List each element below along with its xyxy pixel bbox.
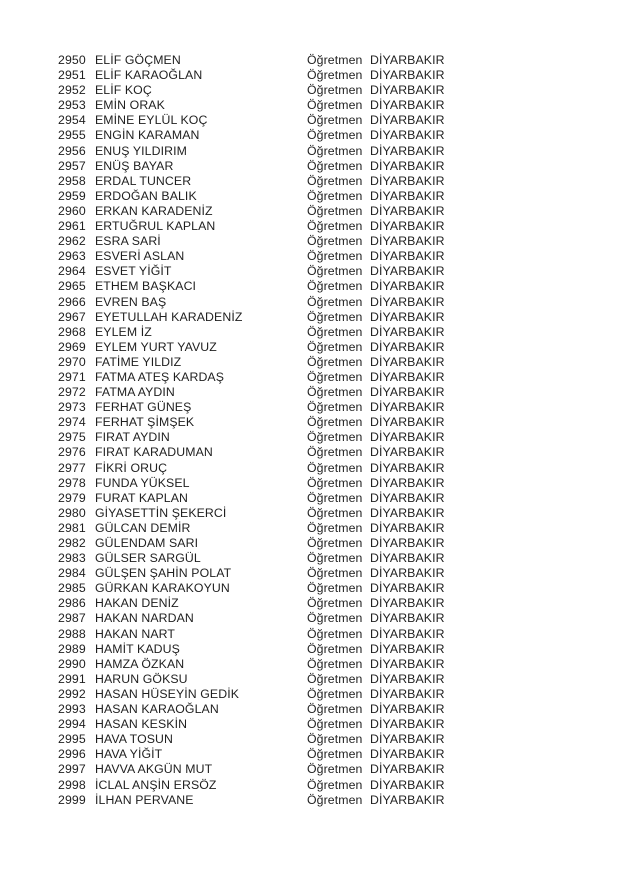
row-number: 2957: [58, 158, 86, 173]
role-label: Öğretmen: [307, 68, 363, 83]
city-label: DİYARBAKIR: [370, 309, 445, 324]
city-label: DİYARBAKIR: [370, 445, 445, 460]
person-name: FİKRİ ORUÇ: [95, 460, 168, 475]
table-row: [58, 355, 578, 370]
city-label: DİYARBAKIR: [370, 294, 445, 309]
table-row: [58, 778, 578, 793]
row-number: 2989: [58, 641, 86, 656]
role-label: Öğretmen: [307, 490, 363, 505]
city-label: DİYARBAKIR: [370, 279, 445, 294]
table-row: [58, 325, 578, 340]
row-number: 2982: [58, 536, 86, 550]
row-number: 2951: [58, 68, 86, 83]
city-label: DİYARBAKIR: [370, 385, 445, 400]
table-row: [58, 159, 578, 174]
table-row: [58, 687, 578, 702]
table-row: [58, 264, 578, 279]
city-label: DİYARBAKIR: [370, 143, 445, 158]
role-label: Öğretmen: [307, 566, 363, 581]
table-row: [58, 445, 578, 460]
city-label: DİYARBAKIR: [370, 339, 445, 354]
teacher-list: [58, 53, 578, 808]
person-name: FERHAT GÜNEŞ: [95, 400, 192, 415]
person-name: FUNDA YÜKSEL: [95, 475, 190, 490]
table-row: [58, 430, 578, 445]
row-number: 2958: [58, 173, 86, 188]
table-row: [58, 702, 578, 717]
row-number: 2970: [58, 354, 86, 369]
city-label: DİYARBAKIR: [370, 581, 445, 596]
person-name: HAVA TOSUN: [95, 732, 173, 747]
city-label: DİYARBAKIR: [370, 656, 445, 671]
role-label: Öğretmen: [307, 702, 363, 717]
role-label: Öğretmen: [307, 264, 363, 279]
row-number: 2973: [58, 400, 86, 415]
role-label: Öğretmen: [307, 400, 363, 415]
table-row: [58, 627, 578, 642]
row-number: 2988: [58, 626, 86, 641]
person-name: HASAN KESKİN: [95, 717, 188, 732]
table-row: [58, 551, 578, 566]
role-label: Öğretmen: [307, 611, 363, 626]
city-label: DİYARBAKIR: [370, 128, 445, 143]
role-label: Öğretmen: [307, 158, 363, 173]
role-label: Öğretmen: [307, 596, 363, 611]
role-label: Öğretmen: [307, 671, 363, 686]
role-label: Öğretmen: [307, 188, 363, 203]
role-label: Öğretmen: [307, 385, 363, 400]
row-number: 2965: [58, 279, 86, 294]
table-row: [58, 340, 578, 355]
table-row: [58, 506, 578, 521]
row-number: 2966: [58, 294, 86, 309]
row-number: 2986: [58, 596, 86, 611]
person-name: ENÜŞ BAYAR: [95, 158, 174, 173]
table-row: [58, 189, 578, 204]
city-label: DİYARBAKIR: [370, 83, 445, 98]
person-name: GÜLENDAM SARI: [95, 536, 199, 550]
role-label: Öğretmen: [307, 656, 363, 671]
table-row: [58, 521, 578, 536]
person-name: HAKAN NARDAN: [95, 611, 194, 626]
table-row: [58, 400, 578, 415]
person-name: HAVVA AKGÜN MUT: [95, 762, 213, 777]
role-label: Öğretmen: [307, 98, 363, 113]
row-number: 2979: [58, 490, 86, 505]
role-label: Öğretmen: [307, 249, 363, 264]
person-name: ETHEM BAŞKACI: [95, 279, 197, 294]
person-name: ERTUĞRUL KAPLAN: [95, 219, 216, 234]
row-number: 2999: [58, 792, 86, 807]
table-row: [58, 249, 578, 264]
city-label: DİYARBAKIR: [370, 219, 445, 234]
person-name: GÜLŞEN ŞAHİN POLAT: [95, 566, 232, 581]
person-name: EVREN BAŞ: [95, 294, 167, 309]
city-label: DİYARBAKIR: [370, 53, 445, 67]
city-label: DİYARBAKIR: [370, 249, 445, 264]
role-label: Öğretmen: [307, 551, 363, 566]
city-label: DİYARBAKIR: [370, 641, 445, 656]
row-number: 2980: [58, 505, 86, 520]
person-name: EYLEM İZ: [95, 324, 152, 339]
row-number: 2971: [58, 369, 86, 384]
role-label: Öğretmen: [307, 747, 363, 762]
city-label: DİYARBAKIR: [370, 415, 445, 430]
table-row: [58, 98, 578, 113]
person-name: ERDOĞAN BALIK: [95, 188, 197, 203]
city-label: DİYARBAKIR: [370, 188, 445, 203]
role-label: Öğretmen: [307, 717, 363, 732]
row-number: 2969: [58, 339, 86, 354]
person-name: ENGİN KARAMAN: [95, 128, 200, 143]
table-row: [58, 174, 578, 189]
table-row: [58, 234, 578, 249]
table-row: [58, 295, 578, 310]
city-label: DİYARBAKIR: [370, 747, 445, 762]
table-row: [58, 642, 578, 657]
row-number: 2956: [58, 143, 86, 158]
role-label: Öğretmen: [307, 128, 363, 143]
person-name: FIRAT AYDIN: [95, 430, 170, 445]
row-number: 2996: [58, 747, 86, 762]
role-label: Öğretmen: [307, 143, 363, 158]
city-label: DİYARBAKIR: [370, 702, 445, 717]
person-name: ESVERİ ASLAN: [95, 249, 185, 264]
role-label: Öğretmen: [307, 324, 363, 339]
person-name: GÜRKAN KARAKOYUN: [95, 581, 230, 596]
city-label: DİYARBAKIR: [370, 203, 445, 218]
row-number: 2991: [58, 671, 86, 686]
role-label: Öğretmen: [307, 173, 363, 188]
row-number: 2984: [58, 566, 86, 581]
row-number: 2993: [58, 702, 86, 717]
table-row: [58, 611, 578, 626]
city-label: DİYARBAKIR: [370, 732, 445, 747]
role-label: Öğretmen: [307, 234, 363, 249]
role-label: Öğretmen: [307, 279, 363, 294]
row-number: 2963: [58, 249, 86, 264]
table-row: [58, 596, 578, 611]
person-name: ERDAL TUNCER: [95, 173, 192, 188]
city-label: DİYARBAKIR: [370, 792, 445, 807]
city-label: DİYARBAKIR: [370, 400, 445, 415]
table-row: [58, 53, 578, 68]
table-row: [58, 385, 578, 400]
row-number: 2997: [58, 762, 86, 777]
city-label: DİYARBAKIR: [370, 98, 445, 113]
person-name: HAMZA ÖZKAN: [95, 656, 185, 671]
person-name: EMİN ORAK: [95, 98, 165, 113]
person-name: HAMİT KADUŞ: [95, 641, 180, 656]
table-row: [58, 672, 578, 687]
city-label: DİYARBAKIR: [370, 536, 445, 550]
person-name: İLHAN PERVANE: [95, 792, 194, 807]
row-number: 2976: [58, 445, 86, 460]
city-label: DİYARBAKIR: [370, 762, 445, 777]
person-name: HASAN KARAOĞLAN: [95, 702, 219, 717]
city-label: DİYARBAKIR: [370, 551, 445, 566]
row-number: 2952: [58, 83, 86, 98]
city-label: DİYARBAKIR: [370, 430, 445, 445]
person-name: FATMA ATEŞ KARDAŞ: [95, 369, 225, 384]
city-label: DİYARBAKIR: [370, 475, 445, 490]
table-row: [58, 279, 578, 294]
role-label: Öğretmen: [307, 520, 363, 535]
row-number: 2968: [58, 324, 86, 339]
role-label: Öğretmen: [307, 309, 363, 324]
row-number: 2967: [58, 309, 86, 324]
city-label: DİYARBAKIR: [370, 490, 445, 505]
role-label: Öğretmen: [307, 445, 363, 460]
role-label: Öğretmen: [307, 294, 363, 309]
city-label: DİYARBAKIR: [370, 354, 445, 369]
table-row: [58, 491, 578, 506]
role-label: Öğretmen: [307, 203, 363, 218]
role-label: Öğretmen: [307, 53, 363, 67]
table-row: [58, 732, 578, 747]
row-number: 2955: [58, 128, 86, 143]
row-number: 2983: [58, 551, 86, 566]
city-label: DİYARBAKIR: [370, 113, 445, 128]
person-name: FERHAT ŞİMŞEK: [95, 415, 195, 430]
city-label: DİYARBAKIR: [370, 264, 445, 279]
person-name: HASAN HÜSEYİN GEDİK: [95, 686, 240, 701]
city-label: DİYARBAKIR: [370, 234, 445, 249]
role-label: Öğretmen: [307, 339, 363, 354]
row-number: 2995: [58, 732, 86, 747]
person-name: İCLAL ANŞİN ERSÖZ: [95, 777, 217, 792]
row-number: 2953: [58, 98, 86, 113]
table-row: [58, 370, 578, 385]
role-label: Öğretmen: [307, 581, 363, 596]
row-number: 2960: [58, 203, 86, 218]
table-row: [58, 415, 578, 430]
table-row: [58, 204, 578, 219]
person-name: ERKAN KARADENİZ: [95, 203, 213, 218]
person-name: HAVA YİĞİT: [95, 747, 163, 762]
table-row: [58, 144, 578, 159]
city-label: DİYARBAKIR: [370, 717, 445, 732]
role-label: Öğretmen: [307, 536, 363, 550]
city-label: DİYARBAKIR: [370, 505, 445, 520]
row-number: 2987: [58, 611, 86, 626]
person-name: ENUŞ YILDIRIM: [95, 143, 187, 158]
role-label: Öğretmen: [307, 732, 363, 747]
role-label: Öğretmen: [307, 354, 363, 369]
table-row: [58, 747, 578, 762]
city-label: DİYARBAKIR: [370, 158, 445, 173]
role-label: Öğretmen: [307, 792, 363, 807]
person-name: HARUN GÖKSU: [95, 671, 188, 686]
city-label: DİYARBAKIR: [370, 671, 445, 686]
role-label: Öğretmen: [307, 777, 363, 792]
person-name: HAKAN DENİZ: [95, 596, 179, 611]
table-row: [58, 219, 578, 234]
table-row: [58, 793, 578, 808]
person-name: ESVET YİĞİT: [95, 264, 172, 279]
table-row: [58, 310, 578, 325]
person-name: EMİNE EYLÜL KOÇ: [95, 113, 208, 128]
row-number: 2981: [58, 520, 86, 535]
city-label: DİYARBAKIR: [370, 596, 445, 611]
table-row: [58, 68, 578, 83]
person-name: EYLEM YURT YAVUZ: [95, 339, 217, 354]
city-label: DİYARBAKIR: [370, 686, 445, 701]
role-label: Öğretmen: [307, 626, 363, 641]
row-number: 2990: [58, 656, 86, 671]
row-number: 2972: [58, 385, 86, 400]
row-number: 2950: [58, 53, 86, 67]
role-label: Öğretmen: [307, 475, 363, 490]
role-label: Öğretmen: [307, 219, 363, 234]
role-label: Öğretmen: [307, 460, 363, 475]
role-label: Öğretmen: [307, 641, 363, 656]
table-row: [58, 536, 578, 551]
person-name: ELİF GÖÇMEN: [95, 53, 181, 67]
person-name: HAKAN NART: [95, 626, 176, 641]
table-row: [58, 83, 578, 98]
role-label: Öğretmen: [307, 686, 363, 701]
role-label: Öğretmen: [307, 369, 363, 384]
role-label: Öğretmen: [307, 113, 363, 128]
city-label: DİYARBAKIR: [370, 68, 445, 83]
table-row: [58, 762, 578, 777]
person-name: FURAT KAPLAN: [95, 490, 188, 505]
person-name: FIRAT KARADUMAN: [95, 445, 213, 460]
person-name: FATİME YILDIZ: [95, 354, 182, 369]
row-number: 2964: [58, 264, 86, 279]
city-label: DİYARBAKIR: [370, 777, 445, 792]
person-name: ESRA SARİ: [95, 234, 161, 249]
row-number: 2954: [58, 113, 86, 128]
row-number: 2978: [58, 475, 86, 490]
person-name: EYETULLAH KARADENİZ: [95, 309, 243, 324]
table-row: [58, 657, 578, 672]
table-row: [58, 461, 578, 476]
table-row: [58, 476, 578, 491]
row-number: 2985: [58, 581, 86, 596]
city-label: DİYARBAKIR: [370, 173, 445, 188]
role-label: Öğretmen: [307, 430, 363, 445]
row-number: 2975: [58, 430, 86, 445]
person-name: FATMA AYDIN: [95, 385, 175, 400]
person-name: ELİF KOÇ: [95, 83, 152, 98]
city-label: DİYARBAKIR: [370, 460, 445, 475]
role-label: Öğretmen: [307, 83, 363, 98]
role-label: Öğretmen: [307, 505, 363, 520]
city-label: DİYARBAKIR: [370, 324, 445, 339]
row-number: 2977: [58, 460, 86, 475]
row-number: 2994: [58, 717, 86, 732]
city-label: DİYARBAKIR: [370, 611, 445, 626]
role-label: Öğretmen: [307, 762, 363, 777]
city-label: DİYARBAKIR: [370, 626, 445, 641]
row-number: 2959: [58, 188, 86, 203]
person-name: GİYASETTİN ŞEKERCİ: [95, 505, 227, 520]
person-name: GÜLCAN DEMİR: [95, 520, 191, 535]
city-label: DİYARBAKIR: [370, 369, 445, 384]
table-row: [58, 128, 578, 143]
person-name: ELİF KARAOĞLAN: [95, 68, 203, 83]
person-name: GÜLSER SARGÜL: [95, 551, 201, 566]
city-label: DİYARBAKIR: [370, 566, 445, 581]
table-row: [58, 113, 578, 128]
role-label: Öğretmen: [307, 415, 363, 430]
row-number: 2998: [58, 777, 86, 792]
table-row: [58, 717, 578, 732]
row-number: 2992: [58, 686, 86, 701]
table-row: [58, 581, 578, 596]
row-number: 2974: [58, 415, 86, 430]
row-number: 2962: [58, 234, 86, 249]
table-row: [58, 566, 578, 581]
row-number: 2961: [58, 219, 86, 234]
city-label: DİYARBAKIR: [370, 520, 445, 535]
